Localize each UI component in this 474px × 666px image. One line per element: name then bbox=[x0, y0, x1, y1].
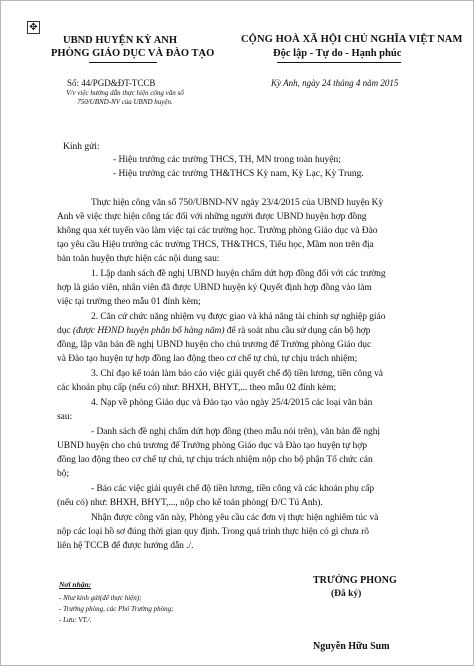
body-line: 2. Căn cứ chức năng nhiệm vụ được giao và khả năng tài chính sự nghiệp giáo bbox=[91, 312, 386, 322]
body-line: bộ; bbox=[57, 469, 69, 479]
document-number: Số: 44/PGD&ĐT-TCCB bbox=[67, 78, 156, 88]
body-line: hợp là giáo viên, nhân viên đã được UBND huyện ký Quyết định hợp đồng vào làm bbox=[57, 283, 372, 293]
body-line: - Danh sách đề nghị chấm dứt hợp đồng (theo mẫu nói trên), văn bản đề nghị bbox=[91, 427, 381, 437]
body-line: 3. Chỉ đạo kế toán làm báo cáo việc giải quyết chế độ tiền lương, tiền công và bbox=[91, 369, 383, 379]
greeting: Kính gửi: bbox=[63, 142, 100, 152]
body-line: bàn toàn huyện thực hiện các nội dung sau: bbox=[57, 254, 220, 264]
body-line: Thực hiện công văn số 750/UBND-NV ngày 23/4/2015 của UBND huyện Kỳ bbox=[91, 198, 384, 208]
recipient-line: - Hiệu trưởng các trường THCS, TH, MN trong toàn huyện; bbox=[113, 155, 341, 165]
nation-motto: Độc lập - Tự do - Hạnh phúc bbox=[273, 48, 402, 59]
body-line: và Đào tạo huyện tự hợp đồng lao động theo cơ chế tự chủ, tự chịu trách nhiệm; bbox=[57, 354, 358, 364]
document-date: Kỳ Anh, ngày 24 tháng 4 năm 2015 bbox=[271, 78, 399, 88]
body-line: đồng lao động theo cơ chế tự chủ, tự chịu trách nhiệm nộp cho bộ phận Tổ chức cán bbox=[57, 455, 373, 465]
recipients-block-title: Nơi nhận: bbox=[59, 580, 92, 589]
body-line: các khoản phụ cấp (nếu có) như: BHXH, BHYT,... theo mẫu 02 đính kèm; bbox=[57, 383, 337, 393]
recipients-block-item: - Lưu: VT./. bbox=[59, 616, 92, 624]
body-line: liên hệ TCCB để được hướng dẫn ./. bbox=[57, 541, 194, 551]
document-subject: V/v việc hướng dẫn thực hiện công văn số 750/UBND-NV của UBND huyện. bbox=[66, 89, 184, 106]
body-line: 1. Lập danh sách đề nghị UBND huyện chấm dứt hợp đồng đối với các trường bbox=[91, 269, 386, 279]
org-line-2: PHÒNG GIÁO DỤC VÀ ĐÀO TẠO bbox=[51, 48, 215, 59]
body-line: đồng, lập văn bản đề nghị UBND huyện cho chủ trương để Trưởng phòng Giáo dục bbox=[57, 340, 372, 350]
body-line: tạo yêu cầu Hiệu trưởng các trường THCS, TH&THCS, Tiểu học, Mầm non trên địa bbox=[57, 240, 374, 250]
motto-underline bbox=[277, 62, 401, 63]
body-line: nộp các loại hồ sơ đúng thời gian quy định. Trong quá trình thực hiện có gì chưa rõ bbox=[57, 527, 369, 537]
body-line: UBND huyện cho chủ trương để Trưởng phòng Giáo dục và Đào tạo huyện tự hợp bbox=[57, 441, 367, 451]
body-line: dục (được HĐND huyện phân bổ hàng năm) để rà soát nhu cầu sử dụng cán bộ hợp bbox=[57, 326, 371, 336]
table-move-handle-icon[interactable]: ✥ bbox=[27, 21, 40, 34]
signer-title: TRƯỞNG PHONG bbox=[313, 575, 397, 586]
nation-line-1: CỘNG HOÀ XÃ HỘI CHỦ NGHĨA VIỆT NAM bbox=[241, 34, 463, 45]
org-line-1: UBND HUYỆN KỲ ANH bbox=[63, 35, 178, 46]
recipients-block-item: - Như kính gửi(để thực hiện); bbox=[59, 594, 142, 602]
org-underline bbox=[89, 62, 157, 63]
body-line: Nhận được công văn này, Phòng yêu cầu các đơn vị thực hiện nghiêm túc và bbox=[91, 513, 379, 523]
body-line: (nếu có) như: BHXH, BHYT,..., nộp cho kế toán phòng( Đ/C Tú Anh). bbox=[57, 498, 323, 508]
signer-name: Nguyễn Hữu Sum bbox=[313, 641, 390, 652]
body-line: Anh về việc thực hiện công tác đối với những người được UBND huyện hợp đồng bbox=[57, 212, 367, 222]
signed-note: (Đã ký) bbox=[331, 589, 362, 599]
body-line: không qua xét tuyển vào làm việc tại các trường học. Trưởng phòng Giáo dục và Đào bbox=[57, 226, 378, 236]
body-line: 4. Nạp về phòng Giáo dục và Đào tạo vào ngày 25/4/2015 các loại văn bản bbox=[91, 398, 373, 408]
recipient-line: - Hiệu trưởng các trường TH&THCS Kỳ nam, Kỳ Lạc, Kỳ Trung. bbox=[113, 169, 364, 179]
body-line: sau: bbox=[57, 412, 73, 422]
recipients-block-item: - Trưởng phòng, các Phó Trưởng phòng; bbox=[59, 605, 174, 613]
body-line: việc tại trường theo mẫu 01 đính kèm; bbox=[57, 297, 201, 307]
body-line: - Báo các việc giải quyết chế độ tiền lương, tiền công và các khoản phụ cấp bbox=[91, 484, 375, 494]
